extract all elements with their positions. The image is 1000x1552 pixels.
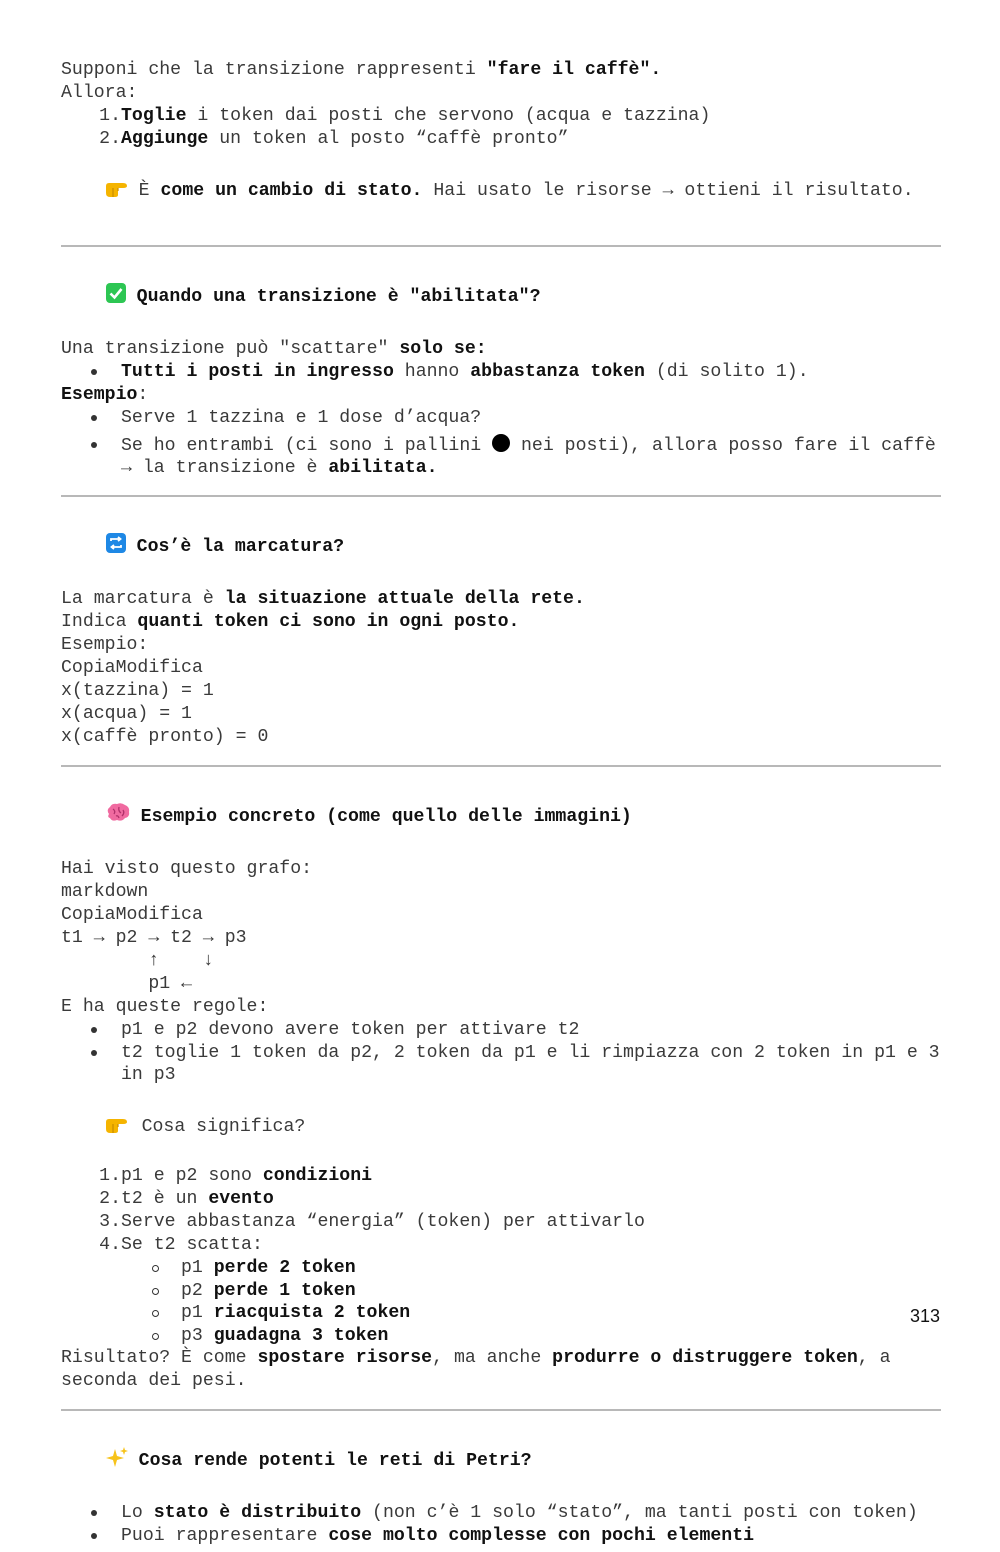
repeat-icon xyxy=(105,532,127,563)
brain-icon xyxy=(105,802,131,833)
code-line: x(tazzina) = 1 xyxy=(61,681,214,701)
list-item: Se ho entrambi (ci sono i pallini nei posti), allora posso fare il caffè → la transizione è abilitata. xyxy=(61,434,941,479)
section-divider xyxy=(61,495,941,497)
numbered-item: 1. p1 e p2 sono condizioni xyxy=(99,1166,373,1186)
copy-edit-label: CopiaModifica xyxy=(61,905,203,925)
code-line: x(acqua) = 1 xyxy=(61,704,192,724)
intro-line: Supponi che la transizione rappresenti "fare il caffè". xyxy=(61,60,662,80)
graph-line: p1 ← xyxy=(61,974,192,994)
marking-def-line: Indica quanti token ci sono in ogni posto. xyxy=(61,612,520,632)
text-line: E ha queste regole: xyxy=(61,997,269,1017)
section-divider xyxy=(61,245,941,247)
graph-line: t1 → p2 → t2 → p3 xyxy=(61,928,247,948)
sub-list-item: p1 perde 2 token xyxy=(61,1257,941,1280)
section-title: Cos’è la marcatura? xyxy=(61,507,941,588)
sub-list-item: p1 riacquista 2 token xyxy=(61,1302,941,1325)
note-line: È come un cambio di stato. Hai usato le risorse → ottieni il risultato. xyxy=(61,155,941,229)
numbered-item: 2. Aggiunge un token al posto “caffè pronto” xyxy=(99,129,569,149)
section-title: Quando una transizione è "abilitata"? xyxy=(61,257,941,338)
allora-line: Allora: xyxy=(61,83,138,103)
list-item: Serve 1 tazzina e 1 dose d’acqua? xyxy=(61,407,941,429)
section-divider xyxy=(61,765,941,767)
graph-line: ↑ ↓ xyxy=(61,951,214,971)
condition-line: Una transizione può "scattare" solo se: xyxy=(61,339,487,359)
sub-list-item: p2 perde 1 token xyxy=(61,1280,941,1303)
check-mark-icon xyxy=(105,282,127,313)
numbered-item: 3. Serve abbastanza “energia” (token) per attivarlo xyxy=(99,1212,645,1232)
sub-list-item: p3 guadagna 3 token xyxy=(61,1325,941,1348)
sparkles-icon xyxy=(105,1446,129,1477)
token-dot-icon xyxy=(492,434,510,452)
numbered-item: 4. Se t2 scatta: xyxy=(99,1235,263,1255)
list-item: Puoi rappresentare cose molto complesse con pochi elementi xyxy=(61,1525,941,1547)
section-title: Cosa rende potenti le reti di Petri? xyxy=(61,1421,941,1502)
numbered-item: 2. t2 è un evento xyxy=(99,1189,274,1209)
code-lang-label: markdown xyxy=(61,882,149,902)
marking-def-line: La marcatura è la situazione attuale della rete. xyxy=(61,589,585,609)
text-line: Hai visto questo grafo: xyxy=(61,859,313,879)
list-item: Tutti i posti in ingresso hanno abbastanza token (di solito 1). xyxy=(61,361,941,383)
text-line: Esempio: xyxy=(61,635,149,655)
list-item: Lo stato è distribuito (non c’è 1 solo “stato”, ma tanti posti con token) xyxy=(61,1502,941,1524)
numbered-item: 1. Toglie i token dai posti che servono (acqua e tazzina) xyxy=(99,106,711,126)
section-divider xyxy=(61,1409,941,1411)
pointing-hand-icon xyxy=(105,1114,129,1142)
question-line: Cosa significa? xyxy=(61,1091,941,1165)
list-item: p1 e p2 devono avere token per attivare t2 xyxy=(61,1019,941,1041)
section-title: Esempio concreto (come quello delle immagini) xyxy=(61,777,941,858)
result-paragraph: Risultato? È come spostare risorse, ma anche produrre o distruggere token, a seconda dei pesi. xyxy=(61,1348,902,1392)
code-line: x(caffè pronto) = 0 xyxy=(61,727,269,747)
document-page xyxy=(61,59,941,1552)
pointing-hand-icon xyxy=(105,178,129,206)
page-number: 313 xyxy=(909,1306,940,1326)
copy-edit-label: CopiaModifica xyxy=(61,658,203,678)
example-label: Esempio: xyxy=(61,385,149,405)
list-item: t2 toglie 1 token da p2, 2 token da p1 e li rimpiazza con 2 token in p1 e 3 in p3 xyxy=(61,1042,941,1086)
